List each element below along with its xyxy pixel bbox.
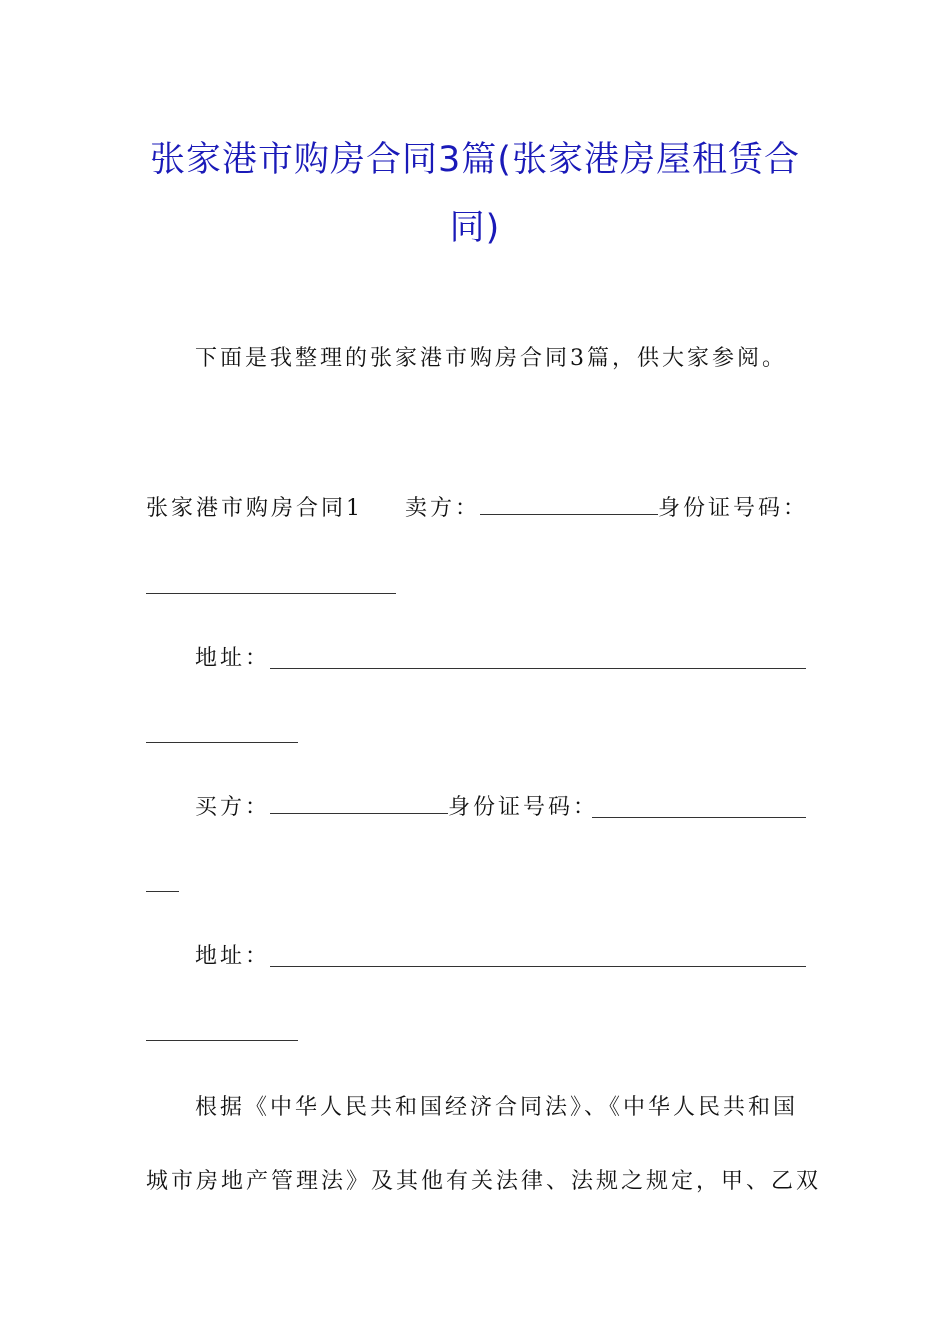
buyer-label: 买方：: [195, 795, 271, 820]
buyer-address-label: 地址：: [195, 944, 271, 969]
document-title-line-2: 同): [449, 208, 501, 248]
buyer-id-label: 身份证号码：: [448, 795, 599, 820]
seller-line: [146, 494, 808, 524]
seller-address-field-continued[interactable]: [146, 742, 298, 743]
seller-id-label: 身份证号码：: [658, 496, 809, 521]
buyer-id-field-continued[interactable]: [146, 891, 179, 892]
document-title-line-1: 张家港市购房合同3篇(张家港房屋租赁合: [150, 140, 800, 180]
seller-name-field[interactable]: [480, 494, 658, 515]
buyer-address-field[interactable]: [270, 966, 806, 967]
buyer-address-line: [195, 942, 270, 972]
seller-id-field[interactable]: [146, 593, 396, 594]
intro-paragraph: 下面是我整理的张家港市购房合同3篇，供大家参阅。: [195, 346, 787, 371]
clause-line-1: 根据《中华人民共和国经济合同法》、《中华人民共和国: [195, 1095, 799, 1120]
seller-address-field[interactable]: [270, 668, 806, 669]
buyer-line: [195, 793, 598, 823]
seller-address-line: [195, 644, 270, 674]
buyer-address-field-continued[interactable]: [146, 1040, 298, 1041]
clause-line-2: 城市房地产管理法》及其他有关法律、法规之规定，甲、乙双: [146, 1169, 822, 1194]
seller-address-label: 地址：: [195, 646, 271, 671]
contract-heading: 张家港市购房合同1: [146, 496, 363, 521]
buyer-id-field[interactable]: [592, 817, 806, 818]
buyer-name-field[interactable]: [270, 793, 448, 814]
seller-label: 卖方：: [405, 496, 481, 521]
